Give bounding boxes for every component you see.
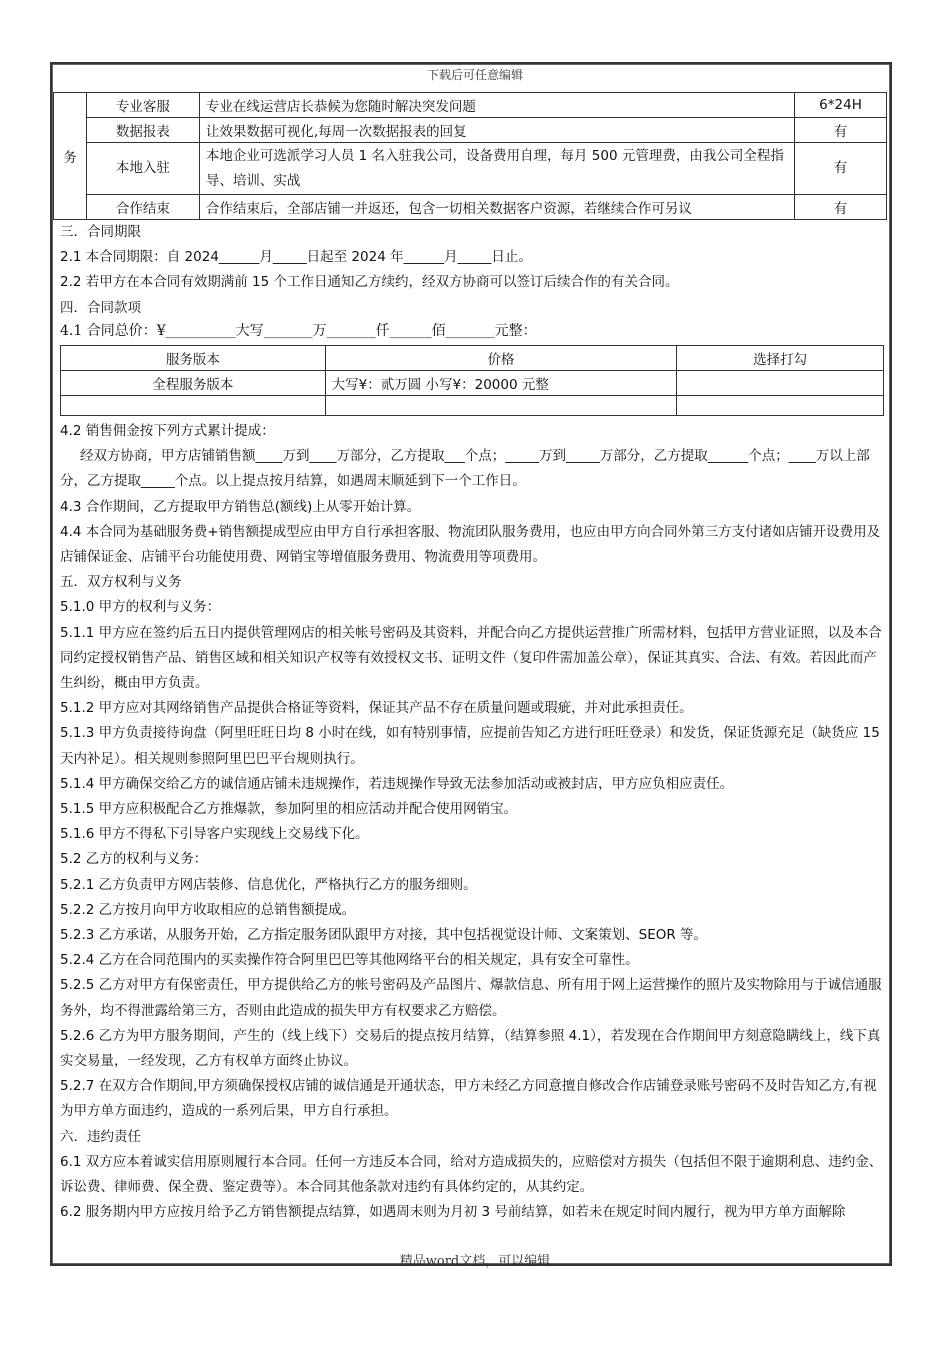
clause-5-2-1: 5.2.1 乙方负责甲方网店装修、信息优化，严格执行乙方的服务细则。 bbox=[60, 876, 477, 893]
section-title: 四．合同款项 bbox=[60, 299, 141, 316]
clause-5-2-4: 5.2.4 乙方在合同范围内的买卖操作符合阿里巴巴等其他网络平台的相关规定，具有安全可靠性。 bbox=[60, 952, 639, 969]
service-value-cell: 有 bbox=[795, 118, 887, 143]
table-row bbox=[54, 118, 887, 143]
empty-cell bbox=[325, 396, 677, 416]
service-desc-cell: 专业在线运营店长恭候为您随时解决突发问题 bbox=[199, 93, 794, 118]
service-name-cell: 数据报表 bbox=[86, 118, 199, 143]
table-row-empty bbox=[61, 396, 884, 416]
clause-6-1: 6.1 双方应本着诚实信用原则履行本合同。任何一方违反本合同，给对方造成损失的，应赔偿对方损失（包括但不限于逾期利息、违约金、诉讼费、律师费、保全费、鉴定费等）。本合同其他条款对违约有具体约定的，从其约定。 bbox=[60, 1153, 883, 1196]
clause-5-1-6: 5.1.6 甲方不得私下引导客户实现线上交易线下化。 bbox=[60, 826, 369, 843]
service-desc-cell: 合作结束后，全部店铺一并返还，包含一切相关数据客户资源，若继续合作可另议 bbox=[199, 195, 794, 220]
price-header-price: 价格 bbox=[325, 346, 677, 371]
service-category-cell: 务 bbox=[54, 93, 87, 220]
header-note: 下载后可任意编辑 bbox=[426, 68, 523, 82]
service-value-cell: 有 bbox=[795, 195, 887, 220]
section-title: 五．双方权利与义务 bbox=[60, 574, 182, 591]
service-name-cell: 本地入驻 bbox=[86, 143, 199, 195]
table-header-row bbox=[61, 346, 884, 371]
empty-cell bbox=[677, 396, 884, 416]
empty-cell bbox=[61, 396, 326, 416]
clause-5-2: 5.2 乙方的权利与义务： bbox=[60, 851, 208, 868]
price-check-cell bbox=[677, 371, 884, 396]
service-name-cell: 合作结束 bbox=[86, 195, 199, 220]
service-name-cell: 专业客服 bbox=[86, 93, 199, 118]
price-header-check: 选择打勾 bbox=[677, 346, 884, 371]
footer-note: 精品word文档，可以编辑 bbox=[399, 1254, 551, 1269]
clause-5-1-4: 5.1.4 甲方确保交给乙方的诚信通店铺未违规操作，若违规操作导致无法参加活动或被封店，甲方应负相应责任。 bbox=[60, 775, 734, 792]
clause-4-4: 4.4 本合同为基础服务费+销售额提成型应由甲方自行承担客服、物流团队服务费用，也应由甲方向合同外第三方支付诸如店铺开设费用及店铺保证金、店铺平台功能使用费、网销宝等增值服务费用、物流费用等项费用。 bbox=[60, 523, 881, 566]
price-value-cell: 大写¥：贰万圆 小写¥：20000 元整 bbox=[325, 371, 677, 396]
section-title: 六．违约责任 bbox=[60, 1128, 141, 1145]
service-table bbox=[53, 92, 887, 220]
clause-5-1-1: 5.1.1 甲方应在签约后五日内提供管理网店的相关帐号密码及其资料，并配合向乙方提供运营推广所需材料，包括甲方营业证照，以及本合同约定授权销售产品、销售区域和相关知识产权等有效授权文书、证明文件（复印件需加盖公章），保证其真实、合法、有效。若因此而产生纠纷，概由甲方负责。 bbox=[60, 624, 882, 692]
clause-5-1-2: 5.1.2 甲方应对其网络销售产品提供合格证等资料，保证其产品不存在质量问题或瑕疵，并对此承担责任。 bbox=[60, 700, 693, 717]
service-desc-cell: 本地企业可选派学习人员 1 名入驻我公司，设备费用自理，每月 500 元管理费，由我公司全程指导、培训、实战 bbox=[199, 143, 794, 195]
table-row bbox=[61, 371, 884, 396]
service-value-cell: 6*24H bbox=[795, 93, 887, 118]
clause-5-2-3: 5.2.3 乙方承诺，从服务开始，乙方指定服务团队跟甲方对接，其中包括视觉设计师、文案策划、SEOR 等。 bbox=[60, 927, 708, 944]
clause-2-1: 2.1 本合同期限：自 2024______月_____日起至 2024 年______月_____日止。 bbox=[60, 249, 532, 266]
clause-4-2-title: 4.2 销售佣金按下列方式累计提成： bbox=[60, 423, 275, 439]
price-table bbox=[60, 345, 884, 416]
clause-5-2-7: 5.2.7 在双方合作期间,甲方须确保授权店铺的诚信通是开通状态，甲方未经乙方同意擅自修改合作店铺登录账号密码不及时告知乙方,有视为甲方单方面违约，造成的一系列后果，甲方自行承担。 bbox=[60, 1078, 877, 1120]
section-3 bbox=[60, 220, 888, 321]
clause-5-1-3: 5.1.3 甲方负责接待询盘（阿里旺旺日均 8 小时在线，如有特别事情，应提前告知乙方进行旺旺登录）和发货，保证货源充足（缺货应 15 天内补足）。相关规则参照阿里巴巴平台规则执行。 bbox=[60, 725, 880, 767]
body-text bbox=[60, 419, 888, 1226]
service-desc-cell: 让效果数据可视化,每周一次数据报表的回复 bbox=[199, 118, 794, 143]
clause-5-2-2: 5.2.2 乙方按月向甲方收取相应的总销售额提成。 bbox=[60, 901, 356, 918]
clause-5-2-5: 5.2.5 乙方对甲方有保密责任，甲方提供给乙方的帐号密码及产品图片、爆款信息、所有用于网上运营操作的照片及实物除用与于诚信通服务外，均不得泄露给第三方，否则由此造成的损失甲方有权要求乙方赔偿。 bbox=[60, 977, 882, 1019]
price-header-version: 服务版本 bbox=[61, 346, 326, 371]
clause-5-1-0: 5.1.0 甲方的权利与义务： bbox=[60, 599, 221, 616]
price-version-cell: 全程服务版本 bbox=[61, 371, 326, 396]
clause-5-2-6: 5.2.6 乙方为甲方服务期间，产生的（线上线下）交易后的提点按月结算，（结算参照 4.1），若发现在合作期间甲方刻意隐瞒线上，线下真实交易量，一经发现，乙方有权单方面终止协议。 bbox=[60, 1027, 881, 1070]
table-row bbox=[54, 195, 887, 220]
clause-4-2-body: 经双方协商，甲方店铺销售额____万到____万部分，乙方提取___个点；_____万到_____万部分，乙方提取______个点；____万以上部分，乙方提取_____个点。以上提点按月结算，如遇周末顺延到下一个工作日。 bbox=[60, 448, 870, 490]
clause-2-2: 2.2 若甲方在本合同有效期满前 15 个工作日通知乙方续约，经双方协商可以签订后续合作的有关合同。 bbox=[60, 274, 679, 291]
service-value-cell: 有 bbox=[795, 143, 887, 195]
clause-5-1-5: 5.1.5 甲方应积极配合乙方推爆款，参加阿里的相应活动并配合使用网销宝。 bbox=[60, 801, 518, 818]
section-title: 三．合同期限 bbox=[60, 224, 141, 240]
clause-6-2: 6.2 服务期内甲方应按月给予乙方销售额提点结算，如遇周末则为月初 3 号前结算，如若未在规定时间内履行，视为甲方单方面解除 bbox=[60, 1204, 846, 1221]
table-row bbox=[54, 143, 887, 195]
clause-4-3: 4.3 合作期间，乙方提取甲方销售总(额线)上从零开始计算。 bbox=[60, 498, 421, 515]
table-row bbox=[54, 93, 887, 118]
clause-4-1: 4.1 合同总价：¥__________大写_______万_______仟______佰_______元整： bbox=[60, 323, 537, 339]
